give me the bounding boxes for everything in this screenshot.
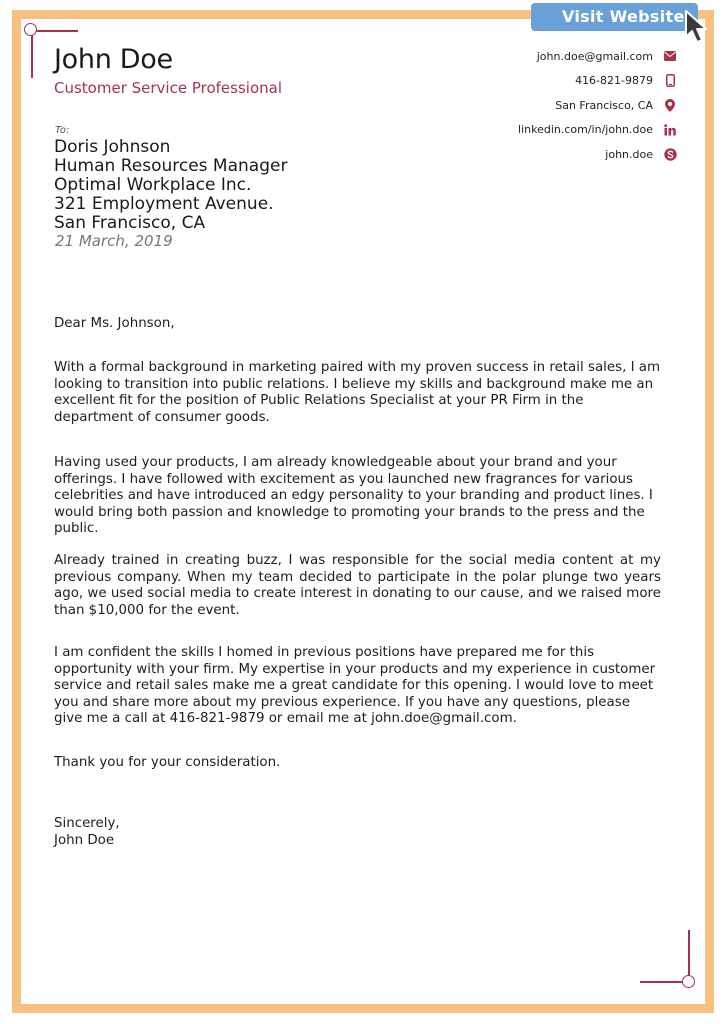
contact-linkedin[interactable] [518,118,677,143]
phone-icon [663,74,677,88]
contact-location [518,93,677,118]
location-pin-icon [663,98,677,112]
body-paragraph-1: With a formal background in marketing paired with my proven success in retail sales, I am looking to transition into public relations. I believe my skills and background make me an excellent fit for the position of Public Relations Specialist at your PR Firm in the department of consumer goods. [54,360,661,425]
contact-linkedin-text: linkedin.com/in/john.doe [518,123,653,137]
body-paragraph-2: Having used your products, I am already knowledgeable about your brand and your offerings. I have followed with excitement as you launched new fragrances for various celebrities and have introduced an edgy personality to your branding and product lines. I would bring both passion and knowledge to promoting your brands to the press and the public. [54,455,653,536]
to-label: To: [55,125,70,136]
recipient-company: Optimal Workplace Inc. [54,175,252,195]
contact-list [518,44,677,167]
mouse-pointer-icon [683,9,713,45]
contact-email-text: john.doe@gmail.com [536,49,653,63]
applicant-name: John Doe [54,44,173,75]
envelope-icon [663,49,677,63]
skype-icon [663,147,677,161]
thank-you-line: Thank you for your consideration. [54,755,281,770]
recipient-address [54,138,287,233]
signature-name: John Doe [54,833,115,848]
linkedin-icon [663,123,677,137]
closing: Sincerely, [54,816,120,831]
contact-location-text: San Francisco, CA [555,98,653,112]
applicant-title: Customer Service Professional [54,79,282,97]
recipient-position: Human Resources Manager [54,156,288,176]
contact-phone-text: 416-821-9879 [575,74,653,88]
contact-phone[interactable] [518,69,677,94]
body-paragraph-4: I am confident the skills I homed in previous positions have prepared me for this opportunity with your firm. My expertise in your products and my experience in customer service and retail sales make me a great candidate for this opening. I would love to meet you and share more about my previous experience. If you have any questions, please give me a call at 416-821-9879 or email me at john.doe@gmail.com. [54,645,656,726]
contact-skype-text: john.doe [605,147,653,161]
contact-email[interactable] [518,44,677,69]
body-paragraph-3: Already trained in creating buzz, I was responsible for the social media content at my previous company. When my team decided to participate in the polar plunge two years ago, we used social media to create interest in donating to our cause, and we raised more than $10,000 for the event. [54,553,661,618]
recipient-street: 321 Employment Avenue. [54,194,274,214]
recipient-city: San Francisco, CA [54,213,206,233]
corner-circle-top-left [24,23,37,36]
corner-circle-bottom-right [682,975,695,988]
letter-date: 21 March, 2019 [55,232,173,250]
salutation: Dear Ms. Johnson, [54,316,175,331]
recipient-name: Doris Johnson [54,137,171,157]
visit-website-button[interactable]: Visit Website [531,3,698,31]
contact-skype[interactable] [518,142,677,167]
